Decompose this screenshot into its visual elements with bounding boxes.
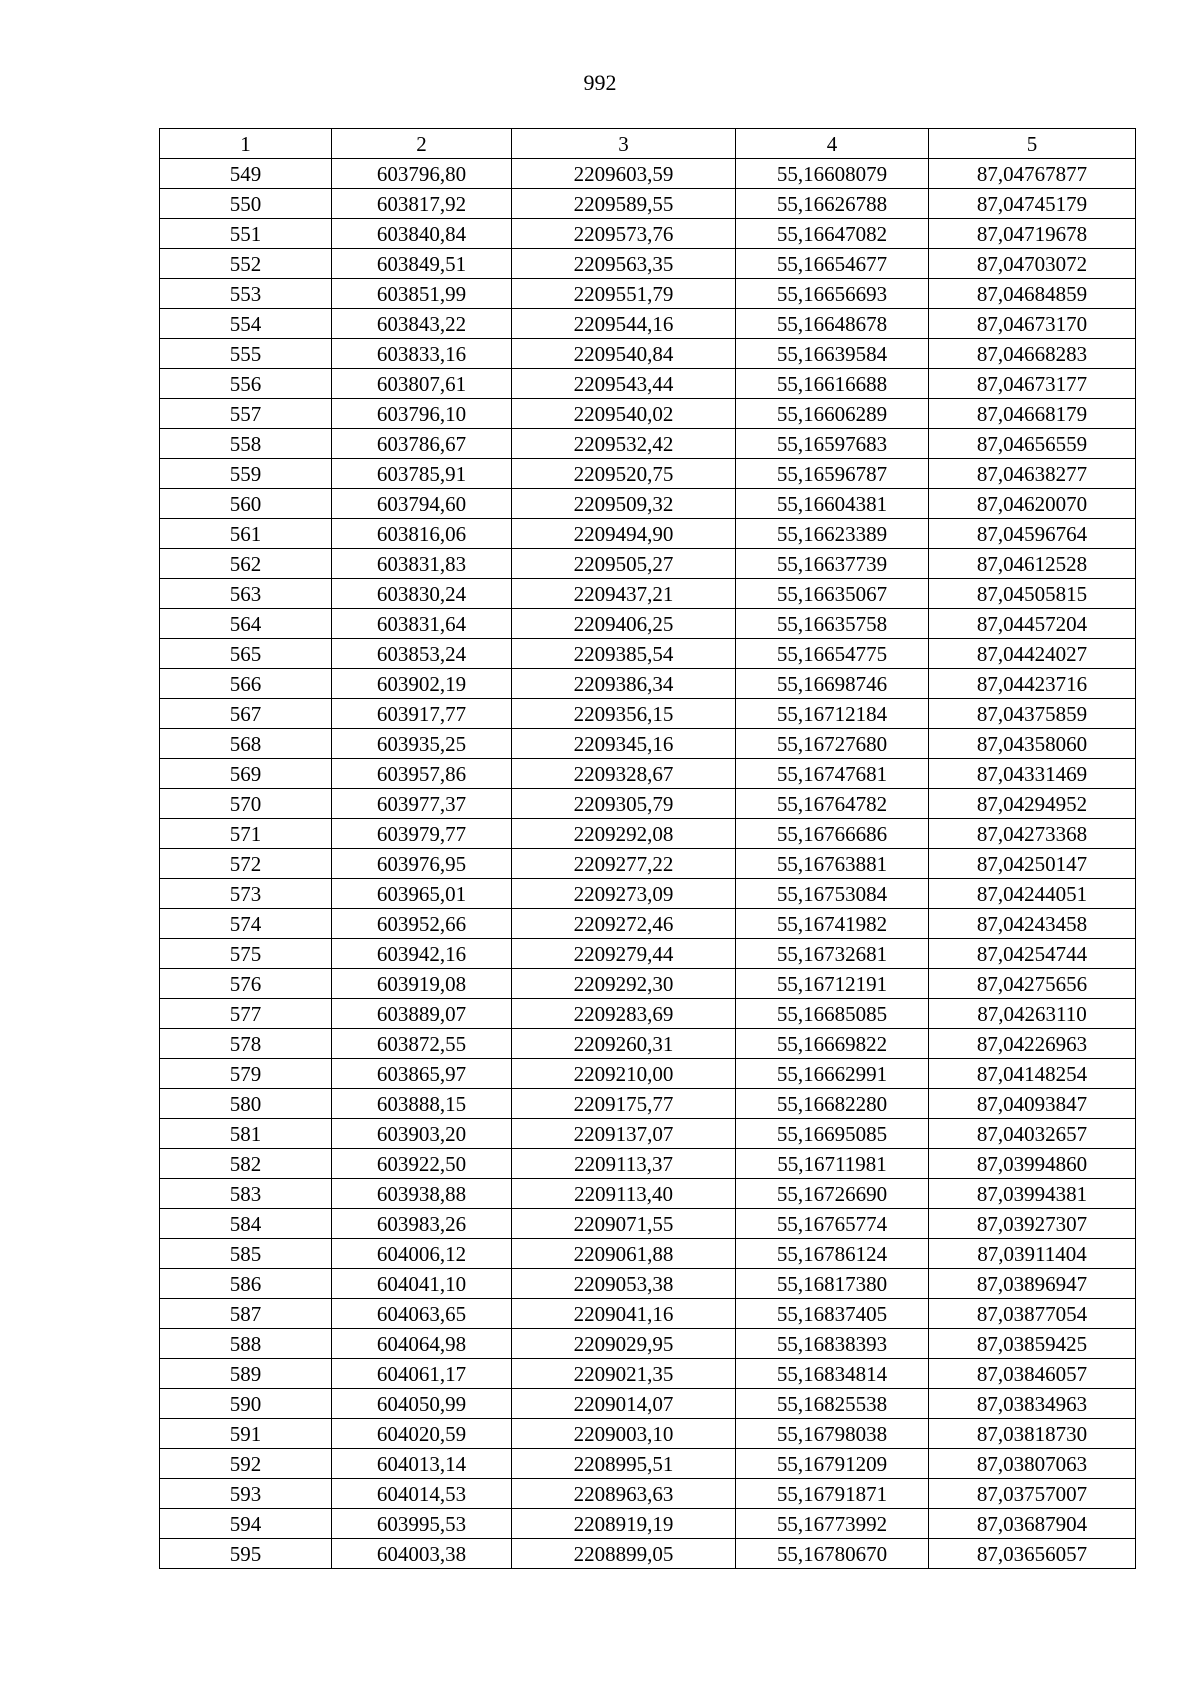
table-row	[160, 729, 1136, 759]
table-cell-col-2: 603833,16	[332, 339, 512, 369]
table-cell-col-1: 564	[160, 609, 332, 639]
table-cell-col-5: 87,03927307	[929, 1209, 1136, 1239]
table-cell-col-4: 55,16712184	[736, 699, 929, 729]
table-cell-col-2: 603922,50	[332, 1149, 512, 1179]
table-row	[160, 1119, 1136, 1149]
table-cell-col-5: 87,04254744	[929, 939, 1136, 969]
table-cell-col-5: 87,03896947	[929, 1269, 1136, 1299]
table-row	[160, 1059, 1136, 1089]
table-cell-col-5: 87,04673170	[929, 309, 1136, 339]
table-cell-col-3: 2209305,79	[512, 789, 736, 819]
table-cell-col-5: 87,04358060	[929, 729, 1136, 759]
table-cell-col-1: 591	[160, 1419, 332, 1449]
table-row	[160, 249, 1136, 279]
table-cell-col-1: 554	[160, 309, 332, 339]
table-cell-col-1: 581	[160, 1119, 332, 1149]
column-header-1: 1	[160, 129, 332, 159]
table-cell-col-5: 87,04457204	[929, 609, 1136, 639]
table-cell-col-1: 575	[160, 939, 332, 969]
table-row	[160, 459, 1136, 489]
table-cell-col-5: 87,04668283	[929, 339, 1136, 369]
table-cell-col-3: 2209273,09	[512, 879, 736, 909]
table-cell-col-3: 2209505,27	[512, 549, 736, 579]
table-cell-col-2: 603888,15	[332, 1089, 512, 1119]
table-cell-col-1: 595	[160, 1539, 332, 1569]
table-cell-col-5: 87,04719678	[929, 219, 1136, 249]
table-row	[160, 1419, 1136, 1449]
table-row	[160, 1089, 1136, 1119]
table-cell-col-4: 55,16780670	[736, 1539, 929, 1569]
table-cell-col-3: 2209113,37	[512, 1149, 736, 1179]
table-cell-col-1: 553	[160, 279, 332, 309]
table-cell-col-1: 577	[160, 999, 332, 1029]
table-cell-col-1: 573	[160, 879, 332, 909]
table-cell-col-5: 87,04250147	[929, 849, 1136, 879]
table-row	[160, 1479, 1136, 1509]
table-row	[160, 159, 1136, 189]
table-row	[160, 1149, 1136, 1179]
table-row	[160, 1389, 1136, 1419]
table-cell-col-5: 87,04612528	[929, 549, 1136, 579]
table-cell-col-3: 2208995,51	[512, 1449, 736, 1479]
table-cell-col-5: 87,04424027	[929, 639, 1136, 669]
table-cell-col-4: 55,16791209	[736, 1449, 929, 1479]
table-cell-col-1: 585	[160, 1239, 332, 1269]
table-row	[160, 1179, 1136, 1209]
table-cell-col-3: 2209053,38	[512, 1269, 736, 1299]
table-cell-col-2: 603830,24	[332, 579, 512, 609]
table-cell-col-1: 588	[160, 1329, 332, 1359]
table-cell-col-1: 557	[160, 399, 332, 429]
table-cell-col-2: 603919,08	[332, 969, 512, 999]
table-cell-col-5: 87,03846057	[929, 1359, 1136, 1389]
table-cell-col-2: 603957,86	[332, 759, 512, 789]
table-cell-col-2: 603796,80	[332, 159, 512, 189]
table-cell-col-3: 2209277,22	[512, 849, 736, 879]
table-row	[160, 1539, 1136, 1569]
table-row	[160, 1239, 1136, 1269]
table-cell-col-4: 55,16656693	[736, 279, 929, 309]
table-cell-col-3: 2209437,21	[512, 579, 736, 609]
table-cell-col-4: 55,16766686	[736, 819, 929, 849]
table-cell-col-5: 87,04273368	[929, 819, 1136, 849]
table-cell-col-1: 556	[160, 369, 332, 399]
table-cell-col-3: 2209551,79	[512, 279, 736, 309]
table-cell-col-4: 55,16837405	[736, 1299, 929, 1329]
table-cell-col-1: 566	[160, 669, 332, 699]
table-row	[160, 339, 1136, 369]
table-cell-col-2: 603983,26	[332, 1209, 512, 1239]
table-row	[160, 759, 1136, 789]
table-row	[160, 609, 1136, 639]
table-cell-col-3: 2209021,35	[512, 1359, 736, 1389]
table-row	[160, 909, 1136, 939]
table-cell-col-1: 578	[160, 1029, 332, 1059]
table-row	[160, 639, 1136, 669]
table-cell-col-1: 559	[160, 459, 332, 489]
table-cell-col-4: 55,16682280	[736, 1089, 929, 1119]
table-cell-col-5: 87,03994860	[929, 1149, 1136, 1179]
table-cell-col-3: 2209385,54	[512, 639, 736, 669]
table-cell-col-5: 87,04263110	[929, 999, 1136, 1029]
table-cell-col-4: 55,16662991	[736, 1059, 929, 1089]
table-cell-col-3: 2209041,16	[512, 1299, 736, 1329]
table-cell-col-1: 550	[160, 189, 332, 219]
table-cell-col-2: 604006,12	[332, 1239, 512, 1269]
table-cell-col-1: 593	[160, 1479, 332, 1509]
table-cell-col-4: 55,16711981	[736, 1149, 929, 1179]
table-cell-col-5: 87,04745179	[929, 189, 1136, 219]
table-cell-col-3: 2209543,44	[512, 369, 736, 399]
table-cell-col-2: 603938,88	[332, 1179, 512, 1209]
table-cell-col-5: 87,03994381	[929, 1179, 1136, 1209]
table-cell-col-4: 55,16623389	[736, 519, 929, 549]
table-cell-col-1: 574	[160, 909, 332, 939]
table-cell-col-2: 603786,67	[332, 429, 512, 459]
table-cell-col-3: 2209356,15	[512, 699, 736, 729]
table-cell-col-4: 55,16639584	[736, 339, 929, 369]
table-cell-col-4: 55,16834814	[736, 1359, 929, 1389]
table-cell-col-1: 567	[160, 699, 332, 729]
table-cell-col-1: 563	[160, 579, 332, 609]
table-cell-col-5: 87,03818730	[929, 1419, 1136, 1449]
table-cell-col-3: 2209509,32	[512, 489, 736, 519]
table-cell-col-2: 603785,91	[332, 459, 512, 489]
table-cell-col-2: 603995,53	[332, 1509, 512, 1539]
table-cell-col-4: 55,16786124	[736, 1239, 929, 1269]
table-cell-col-3: 2209532,42	[512, 429, 736, 459]
table-cell-col-4: 55,16647082	[736, 219, 929, 249]
table-header	[160, 129, 1136, 159]
table-row	[160, 969, 1136, 999]
table-cell-col-2: 603965,01	[332, 879, 512, 909]
table-cell-col-1: 561	[160, 519, 332, 549]
table-row	[160, 519, 1136, 549]
table-cell-col-5: 87,04638277	[929, 459, 1136, 489]
table-cell-col-1: 580	[160, 1089, 332, 1119]
table-row	[160, 1299, 1136, 1329]
table-cell-col-5: 87,04148254	[929, 1059, 1136, 1089]
table-cell-col-1: 579	[160, 1059, 332, 1089]
table-cell-col-3: 2208963,63	[512, 1479, 736, 1509]
table-cell-col-1: 568	[160, 729, 332, 759]
table-cell-col-4: 55,16798038	[736, 1419, 929, 1449]
table-cell-col-2: 604014,53	[332, 1479, 512, 1509]
table-cell-col-3: 2209603,59	[512, 159, 736, 189]
table-cell-col-3: 2209494,90	[512, 519, 736, 549]
table-row	[160, 189, 1136, 219]
table-row	[160, 1449, 1136, 1479]
table-cell-col-2: 603794,60	[332, 489, 512, 519]
table-cell-col-3: 2209061,88	[512, 1239, 736, 1269]
table-cell-col-1: 560	[160, 489, 332, 519]
table-cell-col-2: 603976,95	[332, 849, 512, 879]
table-cell-col-5: 87,03859425	[929, 1329, 1136, 1359]
table-row	[160, 279, 1136, 309]
table-cell-col-1: 562	[160, 549, 332, 579]
table-cell-col-4: 55,16763881	[736, 849, 929, 879]
table-cell-col-2: 603851,99	[332, 279, 512, 309]
table-cell-col-1: 586	[160, 1269, 332, 1299]
table-cell-col-3: 2209210,00	[512, 1059, 736, 1089]
table-cell-col-5: 87,04093847	[929, 1089, 1136, 1119]
table-cell-col-2: 603977,37	[332, 789, 512, 819]
table-cell-col-4: 55,16732681	[736, 939, 929, 969]
table-cell-col-5: 87,04703072	[929, 249, 1136, 279]
table-cell-col-3: 2209520,75	[512, 459, 736, 489]
table-cell-col-5: 87,04656559	[929, 429, 1136, 459]
table-cell-col-3: 2209540,02	[512, 399, 736, 429]
table-cell-col-1: 592	[160, 1449, 332, 1479]
table-cell-col-2: 603831,83	[332, 549, 512, 579]
table-cell-col-2: 603903,20	[332, 1119, 512, 1149]
table-cell-col-4: 55,16726690	[736, 1179, 929, 1209]
table-cell-col-5: 87,03687904	[929, 1509, 1136, 1539]
table-cell-col-3: 2209573,76	[512, 219, 736, 249]
table-cell-col-2: 603872,55	[332, 1029, 512, 1059]
table-cell-col-4: 55,16608079	[736, 159, 929, 189]
table-cell-col-2: 603816,06	[332, 519, 512, 549]
table-cell-col-2: 603853,24	[332, 639, 512, 669]
table-cell-col-1: 582	[160, 1149, 332, 1179]
table-cell-col-2: 603849,51	[332, 249, 512, 279]
table-cell-col-5: 87,04331469	[929, 759, 1136, 789]
table-cell-col-5: 87,04767877	[929, 159, 1136, 189]
table-cell-col-1: 569	[160, 759, 332, 789]
table-cell-col-5: 87,04684859	[929, 279, 1136, 309]
page-number: 992	[583, 70, 617, 95]
table-cell-col-4: 55,16616688	[736, 369, 929, 399]
table-cell-col-3: 2209071,55	[512, 1209, 736, 1239]
table-cell-col-2: 603917,77	[332, 699, 512, 729]
table-cell-col-3: 2209272,46	[512, 909, 736, 939]
table-cell-col-2: 603942,16	[332, 939, 512, 969]
table-cell-col-1: 584	[160, 1209, 332, 1239]
table-cell-col-1: 565	[160, 639, 332, 669]
table-cell-col-1: 555	[160, 339, 332, 369]
table-cell-col-4: 55,16637739	[736, 549, 929, 579]
table-row	[160, 399, 1136, 429]
table-cell-col-3: 2209279,44	[512, 939, 736, 969]
table-cell-col-5: 87,04423716	[929, 669, 1136, 699]
table-cell-col-1: 552	[160, 249, 332, 279]
table-cell-col-2: 604063,65	[332, 1299, 512, 1329]
table-cell-col-3: 2209292,08	[512, 819, 736, 849]
table-cell-col-5: 87,04243458	[929, 909, 1136, 939]
table-cell-col-2: 604013,14	[332, 1449, 512, 1479]
table-row	[160, 579, 1136, 609]
table-cell-col-5: 87,04294952	[929, 789, 1136, 819]
table-cell-col-2: 604061,17	[332, 1359, 512, 1389]
table-cell-col-5: 87,04596764	[929, 519, 1136, 549]
table-cell-col-1: 570	[160, 789, 332, 819]
table-row	[160, 309, 1136, 339]
table-row	[160, 669, 1136, 699]
table-cell-col-4: 55,16635067	[736, 579, 929, 609]
table-cell-col-5: 87,04244051	[929, 879, 1136, 909]
table-cell-col-5: 87,04375859	[929, 699, 1136, 729]
table-cell-col-4: 55,16747681	[736, 759, 929, 789]
table-cell-col-3: 2208899,05	[512, 1539, 736, 1569]
table-cell-col-3: 2209283,69	[512, 999, 736, 1029]
table-cell-col-1: 571	[160, 819, 332, 849]
table-cell-col-4: 55,16817380	[736, 1269, 929, 1299]
table-cell-col-4: 55,16626788	[736, 189, 929, 219]
table-cell-col-4: 55,16654775	[736, 639, 929, 669]
table-row	[160, 1359, 1136, 1389]
table-cell-col-4: 55,16712191	[736, 969, 929, 999]
table-cell-col-2: 604050,99	[332, 1389, 512, 1419]
table-cell-col-4: 55,16753084	[736, 879, 929, 909]
table-cell-col-5: 87,03877054	[929, 1299, 1136, 1329]
table-cell-col-4: 55,16773992	[736, 1509, 929, 1539]
table-cell-col-4: 55,16606289	[736, 399, 929, 429]
table-cell-col-4: 55,16648678	[736, 309, 929, 339]
table-cell-col-3: 2209540,84	[512, 339, 736, 369]
table-cell-col-3: 2209386,34	[512, 669, 736, 699]
table-cell-col-3: 2209292,30	[512, 969, 736, 999]
table-cell-col-4: 55,16596787	[736, 459, 929, 489]
table-row	[160, 849, 1136, 879]
table-row	[160, 819, 1136, 849]
table-row	[160, 789, 1136, 819]
table-row	[160, 489, 1136, 519]
table-cell-col-2: 603889,07	[332, 999, 512, 1029]
table-cell-col-4: 55,16597683	[736, 429, 929, 459]
table-cell-col-2: 603831,64	[332, 609, 512, 639]
table-row	[160, 1329, 1136, 1359]
table-cell-col-1: 594	[160, 1509, 332, 1539]
table-cell-col-1: 572	[160, 849, 332, 879]
table-cell-col-1: 551	[160, 219, 332, 249]
table-cell-col-5: 87,04668179	[929, 399, 1136, 429]
table-cell-col-4: 55,16825538	[736, 1389, 929, 1419]
column-header-5: 5	[929, 129, 1136, 159]
table-cell-col-2: 603979,77	[332, 819, 512, 849]
table-cell-col-4: 55,16669822	[736, 1029, 929, 1059]
table-cell-col-5: 87,03656057	[929, 1539, 1136, 1569]
table-cell-col-5: 87,04275656	[929, 969, 1136, 999]
header-row	[160, 129, 1136, 159]
table-cell-col-5: 87,03807063	[929, 1449, 1136, 1479]
table-cell-col-1: 589	[160, 1359, 332, 1389]
coordinates-table	[159, 128, 1136, 1569]
table-cell-col-5: 87,03834963	[929, 1389, 1136, 1419]
table-cell-col-2: 603840,84	[332, 219, 512, 249]
table-cell-col-3: 2209014,07	[512, 1389, 736, 1419]
table-cell-col-5: 87,04620070	[929, 489, 1136, 519]
table-cell-col-3: 2209113,40	[512, 1179, 736, 1209]
table-cell-col-4: 55,16764782	[736, 789, 929, 819]
table-cell-col-4: 55,16727680	[736, 729, 929, 759]
column-header-2: 2	[332, 129, 512, 159]
table-cell-col-5: 87,04032657	[929, 1119, 1136, 1149]
table-cell-col-4: 55,16685085	[736, 999, 929, 1029]
table-body	[160, 159, 1136, 1569]
table-row	[160, 429, 1136, 459]
table-cell-col-3: 2208919,19	[512, 1509, 736, 1539]
table-cell-col-1: 587	[160, 1299, 332, 1329]
table-cell-col-2: 604003,38	[332, 1539, 512, 1569]
table-cell-col-5: 87,04673177	[929, 369, 1136, 399]
table-cell-col-2: 603796,10	[332, 399, 512, 429]
table-cell-col-4: 55,16654677	[736, 249, 929, 279]
table-row	[160, 1509, 1136, 1539]
table-cell-col-4: 55,16765774	[736, 1209, 929, 1239]
table-row	[160, 1029, 1136, 1059]
table-row	[160, 939, 1136, 969]
table-cell-col-2: 603935,25	[332, 729, 512, 759]
table-cell-col-3: 2209345,16	[512, 729, 736, 759]
table-cell-col-1: 590	[160, 1389, 332, 1419]
table-cell-col-2: 603952,66	[332, 909, 512, 939]
table-cell-col-4: 55,16791871	[736, 1479, 929, 1509]
table-row	[160, 369, 1136, 399]
table-cell-col-1: 549	[160, 159, 332, 189]
column-header-4: 4	[736, 129, 929, 159]
table-cell-col-2: 603817,92	[332, 189, 512, 219]
table-row	[160, 549, 1136, 579]
table-cell-col-3: 2209003,10	[512, 1419, 736, 1449]
table-cell-col-1: 558	[160, 429, 332, 459]
table-cell-col-5: 87,04505815	[929, 579, 1136, 609]
table-cell-col-3: 2209563,35	[512, 249, 736, 279]
table-cell-col-3: 2209029,95	[512, 1329, 736, 1359]
table-row	[160, 219, 1136, 249]
table-cell-col-1: 576	[160, 969, 332, 999]
table-cell-col-3: 2209175,77	[512, 1089, 736, 1119]
table-cell-col-3: 2209544,16	[512, 309, 736, 339]
table-cell-col-4: 55,16635758	[736, 609, 929, 639]
table-cell-col-4: 55,16741982	[736, 909, 929, 939]
table-row	[160, 879, 1136, 909]
table-row	[160, 1209, 1136, 1239]
table-cell-col-3: 2209137,07	[512, 1119, 736, 1149]
table-cell-col-2: 604041,10	[332, 1269, 512, 1299]
table-row	[160, 699, 1136, 729]
table-cell-col-3: 2209328,67	[512, 759, 736, 789]
table-cell-col-2: 603902,19	[332, 669, 512, 699]
table-cell-col-4: 55,16695085	[736, 1119, 929, 1149]
table-cell-col-4: 55,16604381	[736, 489, 929, 519]
column-header-3: 3	[512, 129, 736, 159]
table-cell-col-4: 55,16838393	[736, 1329, 929, 1359]
table-row	[160, 999, 1136, 1029]
table-cell-col-2: 603807,61	[332, 369, 512, 399]
table-cell-col-2: 603843,22	[332, 309, 512, 339]
table-cell-col-4: 55,16698746	[736, 669, 929, 699]
table-cell-col-2: 603865,97	[332, 1059, 512, 1089]
table-cell-col-1: 583	[160, 1179, 332, 1209]
table-cell-col-2: 604020,59	[332, 1419, 512, 1449]
table-row	[160, 1269, 1136, 1299]
table-cell-col-3: 2209260,31	[512, 1029, 736, 1059]
table-cell-col-5: 87,04226963	[929, 1029, 1136, 1059]
table-cell-col-5: 87,03911404	[929, 1239, 1136, 1269]
table-cell-col-3: 2209589,55	[512, 189, 736, 219]
table-cell-col-3: 2209406,25	[512, 609, 736, 639]
table-cell-col-2: 604064,98	[332, 1329, 512, 1359]
table-cell-col-5: 87,03757007	[929, 1479, 1136, 1509]
